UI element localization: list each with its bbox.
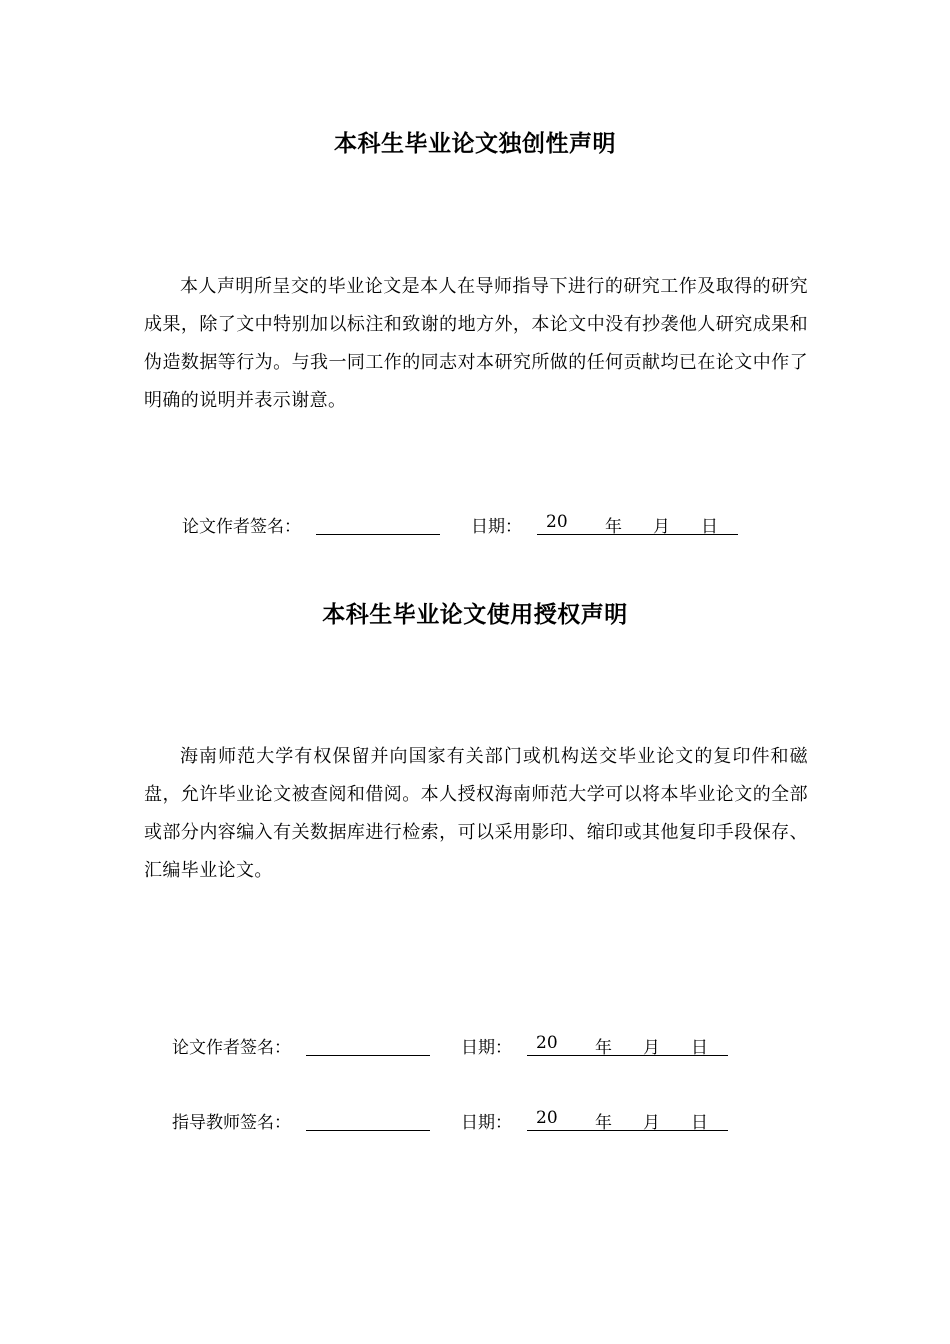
date-month-char: 月 [643,1038,660,1058]
date-year-prefix: 20 [536,1033,558,1053]
author-signature-field[interactable] [306,1055,430,1056]
date-day-char: 日 [691,1113,708,1133]
date-year-char: 年 [605,517,622,537]
date-label: 日期： [461,1038,512,1058]
date-day-char: 日 [691,1038,708,1058]
originality-body: 本人声明所呈交的毕业论文是本人在导师指导下进行的研究工作及取得的研究成果，除了文中特别加以标注和致谢的地方外，本论文中没有抄袭他人研究成果和伪造数据等行为。与我一同工作的同志对本研究所做的任何贡献均已在论文中作了明确的说明并表示谢意。 [144,276,808,411]
authorization-title: 本科生毕业论文使用授权声明 [322,602,628,628]
date-label: 日期： [461,1113,512,1133]
author-signature-label: 论文作者签名： [182,517,301,537]
date-year-prefix: 20 [536,1108,558,1128]
authorization-advisor-signature-row [172,1108,752,1134]
date-year-char: 年 [595,1038,612,1058]
originality-title: 本科生毕业论文独创性声明 [334,131,616,157]
author-signature-field[interactable] [316,534,440,535]
advisor-signature-field[interactable] [306,1130,430,1131]
authorization-author-signature-row [172,1033,752,1059]
date-year-prefix: 20 [546,512,568,532]
date-month-char: 月 [643,1113,660,1133]
date-year-char: 年 [595,1113,612,1133]
originality-signature-row [182,512,762,538]
authorization-body: 海南师范大学有权保留并向国家有关部门或机构送交毕业论文的复印件和磁盘，允许毕业论文被查阅和借阅。本人授权海南师范大学可以将本毕业论文的全部或部分内容编入有关数据库进行检索，可以采用影印、缩印或其他复印手段保存、汇编毕业论文。 [144,746,808,881]
date-label: 日期： [471,517,522,537]
date-day-char: 日 [701,517,718,537]
author-signature-label: 论文作者签名： [172,1038,291,1058]
advisor-signature-label: 指导教师签名： [172,1113,291,1133]
date-month-char: 月 [653,517,670,537]
